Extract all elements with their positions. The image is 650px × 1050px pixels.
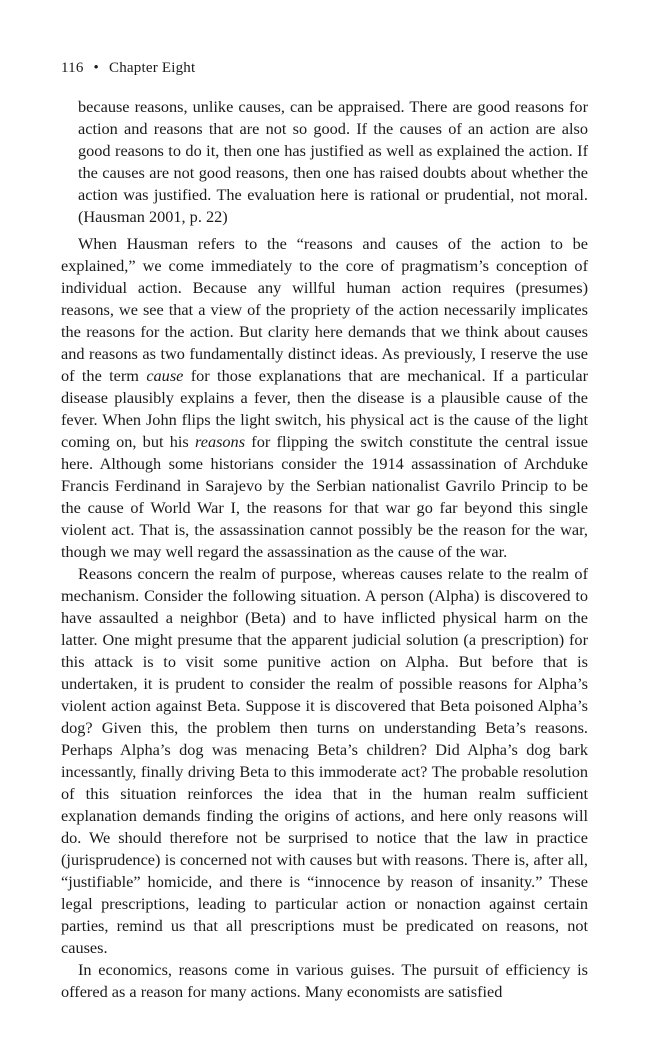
paragraph-3: In economics, reasons come in various guises. The pursuit of efficiency is offered as a reason for many actions. Many economists are satisfied bbox=[61, 960, 588, 1001]
block-quote bbox=[78, 96, 588, 228]
paragraph-1-part-b: for those explanations that are mechanical. If a particular disease plausibly explains a fever, then the disease is a plausible cause of the fever. When John flips the light switch, his physical act is the cause of the light coming on, but his bbox=[61, 366, 589, 451]
emphasis-reasons: reasons bbox=[194, 432, 246, 451]
emphasis-cause: cause bbox=[146, 366, 184, 385]
header-separator: • bbox=[93, 60, 99, 76]
page-number: 116 bbox=[61, 60, 84, 76]
paragraph-2: Reasons concern the realm of purpose, whereas causes relate to the realm of mechanism. Consider the following situation. A person (Alpha) is discovered to have assaulted a neighbor (Beta) and to have inflicted physical harm on the latter. One might presume that the apparent judicial solution (a prescription) for this attack is to visit some punitive action on Alpha. But before that is undertaken, it is prudent to consider the realm of possible reasons for Alpha’s violent action against Beta. Suppose it is discovered that Beta poisoned Alpha’s dog? Given this, the problem then turns on understanding Beta’s reasons. Perhaps Alpha’s dog was menacing Beta’s children? Did Alpha’s dog bark incessantly, finally driving Beta to this immoderate act? The probable resolution of this situation reinforces the idea that in the human realm sufficient explanation demands finding the origins of actions, and here only reasons will do. We should therefore not be surprised to notice that the law in practice (jurisprudence) is concerned not with causes but with reasons. There is, after all, “justifiable” homicide, and there is “innocence by reason of insanity.” These legal prescriptions, leading to particular action or nonaction against certain parties, remind us that all prescriptions must be predicated on reasons, not causes. bbox=[61, 564, 588, 957]
body-text bbox=[61, 233, 588, 1003]
paragraph-1 bbox=[61, 233, 588, 563]
paragraph-1-part-a: When Hausman refers to the “reasons and causes of the action to be explained,” we come immediately to the core of pragmatism’s conception of individual action. Because any willful human action requires (presumes) reasons, we see that a view of the propriety of the action necessarily implicates the reasons for the action. But clarity here demands that we think about causes and reasons as two fundamentally distinct ideas. As previously, I reserve the use of the term bbox=[61, 234, 588, 385]
chapter-title: Chapter Eight bbox=[109, 60, 196, 76]
block-quote-text: because reasons, unlike causes, can be appraised. There are good reasons for action and reasons that are not so good. If the causes of an action are also good reasons to do it, then one has justified as well as explained the action. If the causes are not good reasons, then one has raised doubts about whether the action was justified. The evaluation here is rational or prudential, not moral. (Hausman 2001, p. 22) bbox=[78, 97, 588, 226]
paragraph-1-part-c: for flipping the switch constitute the central issue here. Although some historians consider the 1914 assassination of Archduke Francis Ferdinand in Sarajevo by the Serbian nationalist Gavrilo Princip to be the cause of World War I, the reasons for that war go far beyond this single violent act. That is, the assassination cannot possibly be the reason for the war, though we may well regard the assassination as the cause of the war. bbox=[61, 432, 588, 561]
running-header bbox=[61, 60, 195, 77]
